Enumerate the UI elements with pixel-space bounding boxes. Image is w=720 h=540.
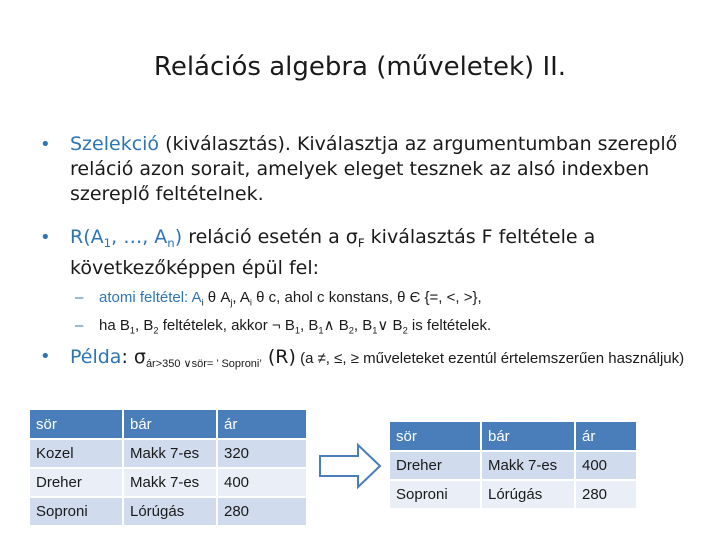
table-cell: 320 <box>218 440 306 467</box>
example-note: (a ≠, ≤, ≥ műveleteket ezentúl értelemszerűen használjuk) <box>295 350 685 367</box>
column-header: ár <box>218 410 306 438</box>
table-cell: Dreher <box>390 452 480 479</box>
relation-table-result <box>388 420 638 510</box>
table-cell: 400 <box>218 469 306 496</box>
table-cell: Soproni <box>30 498 122 525</box>
page-title: Relációs algebra (műveletek) II. <box>153 52 567 82</box>
column-header: sör <box>30 410 122 438</box>
atomic-term: atomi feltétel <box>99 289 185 306</box>
table-cell: Dreher <box>30 469 122 496</box>
relation-schema: $R(A_1$, …, $A_n$) <box>70 226 183 251</box>
table-cell: Soproni <box>390 481 480 508</box>
table-row <box>30 498 306 525</box>
example-term: Példa <box>70 346 122 368</box>
table-cell: 280 <box>218 498 306 525</box>
table-cell: Kozel <box>30 440 122 467</box>
table-cell: Lórúgás <box>124 498 216 525</box>
table-row <box>390 452 636 479</box>
table-row <box>390 481 636 508</box>
bullet-example: • Példa: $\sigma_{ár>350 \vee sör= ’ Soproni’}$ (R) (a ≠, ≤, ≥ műveleteket ezentúl értelemszerűen használjuk) <box>40 346 700 375</box>
column-header: sör <box>390 422 480 450</box>
sub-bullet-composite: – ha $B_1$, $B_2$ feltételek, akkor ¬ $B_1$, $B_1\wedge$ $B_2$, $B_1\vee$ $B_2$ is feltételek. <box>75 312 695 344</box>
bullet-selection <box>40 132 690 207</box>
bullet-condition: • $R(A_1$, …, $A_n$) reláció esetén a $\sigma_F$ kiválasztás F feltétele a következőképpen épül fel: <box>40 226 596 280</box>
table-cell: 400 <box>576 452 636 479</box>
selection-condition: ár>350 ∨sör= ’ Soproni’ <box>145 357 262 370</box>
relation-table-input <box>28 408 308 527</box>
bullet-icon: • <box>40 134 51 155</box>
bullet-icon: • <box>40 346 51 367</box>
column-header: ár <box>576 422 636 450</box>
table-cell: Makk 7-es <box>124 440 216 467</box>
selection-description: (kiválasztás). Kiválasztja az argumentumban szereplő reláció azon sorait, amelyek eleget tesznek az alsó indexben szereplő feltételnek. <box>70 133 678 205</box>
selection-term: Szelekció <box>70 133 160 155</box>
sub-bullet-atomic: – atomi feltétel: $A_i$ θ $A_j$, $A_i$ θ c, ahol c konstans, θ Є {=, <, >}, <box>75 284 695 316</box>
table-cell: Makk 7-es <box>124 469 216 496</box>
dash-icon: – <box>75 317 84 334</box>
column-header: bár <box>124 410 216 438</box>
table-cell: Makk 7-es <box>482 452 574 479</box>
arrow-right-icon <box>318 442 382 490</box>
bullet-icon: • <box>40 227 51 248</box>
column-header: bár <box>482 422 574 450</box>
table-cell: Lórúgás <box>482 481 574 508</box>
table-row <box>30 469 306 496</box>
table-cell: 280 <box>576 481 636 508</box>
table-row <box>30 440 306 467</box>
dash-icon: – <box>75 289 84 306</box>
